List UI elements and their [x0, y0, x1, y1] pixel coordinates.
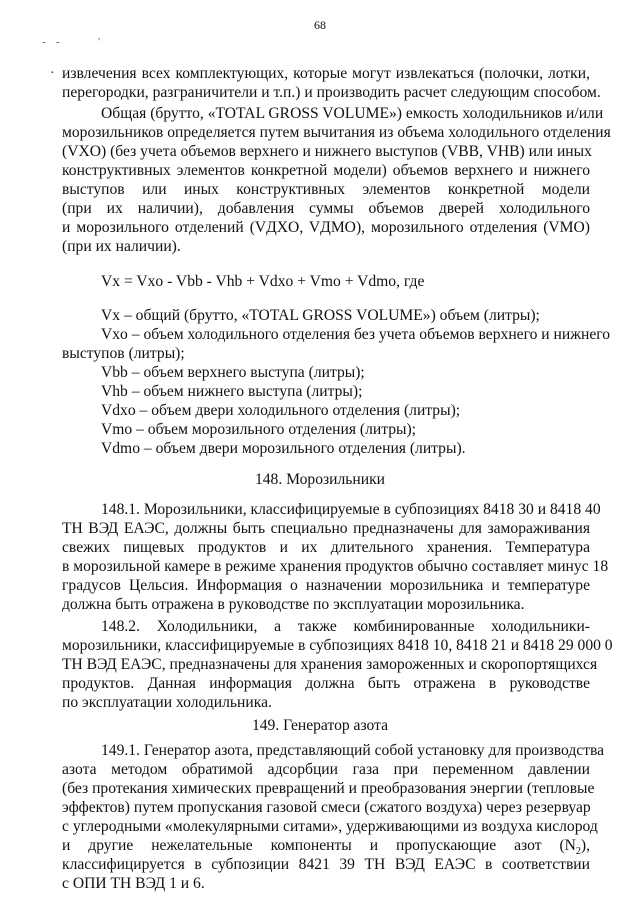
text-line: выступов или иных конструктивных элементов конкретной модели [62, 181, 590, 198]
text-line: должна быть отражена в руководстве по эксплуатации морозильника. [62, 596, 525, 613]
section-heading: 148. Морозильники [254, 471, 386, 488]
text-line: морозильников определяется путем вычитания из объема холодильного отделения [62, 124, 611, 141]
text-line: перегородки, разграничители и т.п.) и производить расчет следующим способом. [62, 84, 601, 101]
text-line: свежих пищевых продуктов и их длительного хранения. Температура [62, 539, 590, 556]
text-line: 148.1. Морозильники, классифицируемые в субпозициях 8418 30 и 8418 40 [101, 501, 601, 518]
text-line: эффектов) путем пропускания газовой смеси (сжатого воздуха) через резервуар [62, 799, 591, 816]
text-line: 148.2. Холодильники, а также комбинированные холодильники- [101, 618, 590, 635]
text-line: с ОПИ ТН ВЭД 1 и 6. [62, 875, 205, 892]
text-span: ), [580, 837, 590, 854]
section-heading: 149. Генератор азота [251, 717, 389, 734]
text-line: по эксплуатации холодильника. [62, 694, 272, 711]
text-line: азота методом обратимой адсорбции газа при переменном давлении [62, 761, 590, 778]
text-line: классифицируется в субпозиции 8421 39 ТН ВЭД ЕАЭС в соответствии [62, 856, 590, 873]
definition-line: выступов (литры); [62, 345, 185, 362]
text-line: (VXO) (без учета объемов верхнего и нижнего выступов (VBB, VHB) или иных [62, 143, 592, 160]
text-line: (без протекания химических превращений и преобразования энергии (тепловые [62, 780, 595, 797]
definition-line: Vhb – объем нижнего выступа (литры); [101, 383, 363, 400]
text-line: градусов Цельсия. Информация о назначении морозильника и температуре [62, 577, 590, 594]
definition-line: Vmo – объем морозильного отделения (литры); [101, 421, 417, 438]
text-line: с углеродными «молекулярными ситами», удерживающими из воздуха кислород [62, 818, 598, 835]
definition-line: Vdmo – объем двери морозильного отделения (литры). [101, 440, 466, 457]
text-line: (при их наличии). [62, 238, 181, 255]
text-line: продуктов. Данная информация должна быть отражена в руководстве [62, 675, 590, 692]
text-line: ТН ВЭД ЕАЭС, предназначены для хранения замороженных и скоропортящихся [62, 656, 598, 673]
text-line: (при их наличии), добавления суммы объемов дверей холодильного [62, 200, 590, 217]
scan-artifact: - [56, 36, 60, 48]
text-line: в морозильной камере в режиме хранения продуктов обычно составляет минус 18 [62, 558, 609, 575]
page-number: 68 [314, 18, 326, 32]
definition-line: Vdxo – объем двери холодильного отделения (литры); [101, 402, 461, 419]
definition-line: Vxo – объем холодильного отделения без учета объемов верхнего и нижнего [101, 326, 611, 343]
scan-artifact: ' [98, 36, 100, 48]
formula: Vx = Vxo - Vbb - Vhb + Vdxo + Vmo + Vdmo, где [101, 273, 425, 290]
definition-line: Vx – общий (брутто, «TOTAL GROSS VOLUME») объем (литры); [101, 307, 540, 324]
text-line: и морозильного отделений (VДXO, VДMO), морозильного отделения (VMO) [62, 219, 590, 236]
scan-artifact: - [42, 36, 46, 48]
definition-line: Vbb – объем верхнего выступа (литры); [101, 364, 365, 381]
text-line: Общая (брутто, «TOTAL GROSS VOLUME») емкость холодильников и/или [101, 105, 604, 122]
text-line: морозильники, классифицируемые в субпозициях 8418 10, 8418 21 и 8418 29 000 0 [62, 637, 613, 654]
text-line: ТН ВЭД ЕАЭС, должны быть специально предназначены для замораживания [62, 520, 590, 537]
text-span: и другие нежелательные компоненты и пропускающие азот (N [62, 837, 576, 854]
text-line: конструктивных элементов конкретной модели) объемов верхнего и нижнего [62, 162, 590, 179]
subscript: 2 [575, 846, 581, 858]
text-line: 149.1. Генератор азота, представляющий собой установку для производства [101, 742, 605, 759]
bullet-dot: · [50, 66, 55, 81]
text-line: извлечения всех комплектующих, которые могут извлекаться (полочки, лотки, [62, 65, 590, 82]
